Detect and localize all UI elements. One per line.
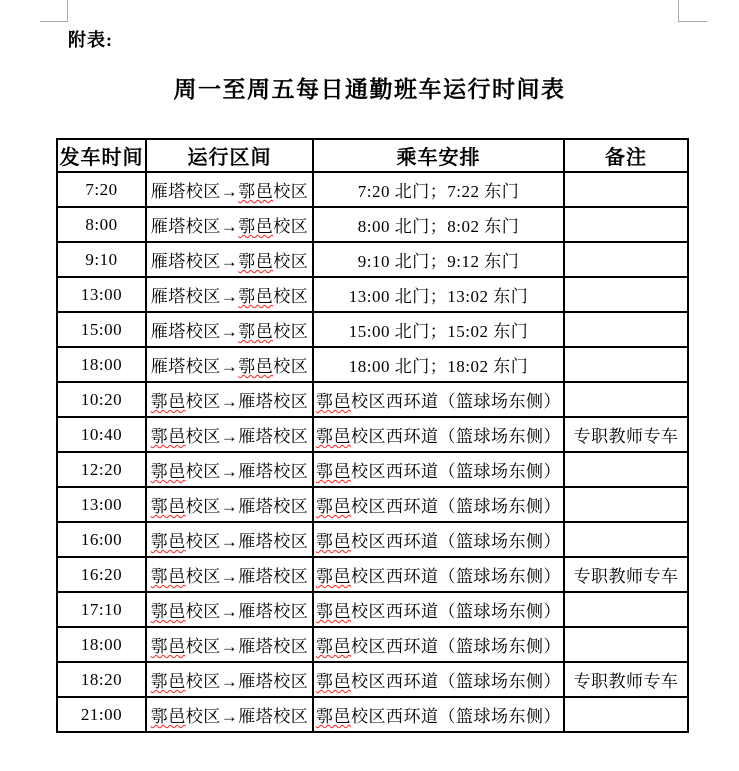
cell-departure-time: 12:20 (57, 452, 146, 487)
spellcheck-underline: 鄠邑 (238, 182, 274, 201)
table-row (57, 382, 688, 417)
cell-route: 雁塔校区→鄠邑校区 (146, 312, 313, 347)
cell-route: 鄠邑校区→雁塔校区 (146, 557, 313, 592)
cell-boarding: 鄠邑校区西环道（篮球场东侧） (313, 627, 564, 662)
cell-boarding: 鄠邑校区西环道（篮球场东侧） (313, 452, 564, 487)
spellcheck-underline: 鄠邑 (316, 602, 351, 621)
bus-schedule-table (56, 138, 689, 733)
table-row (57, 277, 688, 312)
spellcheck-underline: 鄠邑 (150, 462, 186, 481)
cell-departure-time: 15:00 (57, 312, 146, 347)
cell-remarks (564, 207, 688, 242)
cell-boarding: 鄠邑校区西环道（篮球场东侧） (313, 382, 564, 417)
spellcheck-underline: 鄠邑 (316, 567, 351, 586)
cell-boarding: 鄠邑校区西环道（篮球场东侧） (313, 522, 564, 557)
cell-route: 鄠邑校区→雁塔校区 (146, 452, 313, 487)
spellcheck-underline: 鄠邑 (150, 637, 186, 656)
spellcheck-underline: 鄠邑 (150, 532, 186, 551)
cell-boarding: 鄠邑校区西环道（篮球场东侧） (313, 662, 564, 697)
spellcheck-underline: 鄠邑 (238, 287, 274, 306)
spellcheck-underline: 鄠邑 (316, 672, 351, 691)
spellcheck-underline: 鄠邑 (316, 532, 351, 551)
cell-remarks (564, 522, 688, 557)
spellcheck-underline: 鄠邑 (150, 672, 186, 691)
cell-boarding: 8:00 北门；8:02 东门 (313, 207, 564, 242)
cell-route: 鄠邑校区→雁塔校区 (146, 662, 313, 697)
cell-departure-time: 17:10 (57, 592, 146, 627)
cell-remarks (564, 697, 688, 732)
cell-boarding: 13:00 北门；13:02 东门 (313, 277, 564, 312)
cell-route: 鄠邑校区→雁塔校区 (146, 697, 313, 732)
table-row (57, 627, 688, 662)
cell-route: 鄠邑校区→雁塔校区 (146, 382, 313, 417)
cell-boarding: 18:00 北门；18:02 东门 (313, 347, 564, 382)
header-boarding: 乘车安排 (313, 139, 564, 172)
table-row (57, 242, 688, 277)
spellcheck-underline: 鄠邑 (150, 497, 186, 516)
cell-remarks: 专职教师专车 (564, 417, 688, 452)
cell-departure-time: 18:20 (57, 662, 146, 697)
cell-boarding: 9:10 北门；9:12 东门 (313, 242, 564, 277)
cell-remarks (564, 487, 688, 522)
cell-route: 鄠邑校区→雁塔校区 (146, 522, 313, 557)
spellcheck-underline: 鄠邑 (238, 357, 274, 376)
cell-boarding: 鄠邑校区西环道（篮球场东侧） (313, 417, 564, 452)
table-row (57, 172, 688, 207)
cell-route: 雁塔校区→鄠邑校区 (146, 347, 313, 382)
cell-departure-time: 13:00 (57, 487, 146, 522)
spellcheck-underline: 鄠邑 (150, 392, 186, 411)
cell-remarks (564, 382, 688, 417)
cell-remarks (564, 347, 688, 382)
spellcheck-underline: 鄠邑 (238, 322, 274, 341)
cell-route: 鄠邑校区→雁塔校区 (146, 592, 313, 627)
spellcheck-underline: 鄠邑 (150, 602, 186, 621)
table-row (57, 452, 688, 487)
cell-remarks (564, 627, 688, 662)
spellcheck-underline: 鄠邑 (316, 427, 351, 446)
cell-remarks (564, 172, 688, 207)
page-margin-mark-top-right (678, 0, 707, 22)
spellcheck-underline: 鄠邑 (316, 707, 351, 726)
cell-remarks (564, 592, 688, 627)
cell-departure-time: 8:00 (57, 207, 146, 242)
cell-boarding: 鄠邑校区西环道（篮球场东侧） (313, 592, 564, 627)
table-row (57, 417, 688, 452)
cell-route: 鄠邑校区→雁塔校区 (146, 487, 313, 522)
spellcheck-underline: 鄠邑 (238, 217, 274, 236)
table-row (57, 347, 688, 382)
cell-route: 鄠邑校区→雁塔校区 (146, 627, 313, 662)
appendix-label: 附表: (68, 30, 113, 50)
header-route: 运行区间 (146, 139, 313, 172)
cell-route: 雁塔校区→鄠邑校区 (146, 207, 313, 242)
spellcheck-underline: 鄠邑 (316, 497, 351, 516)
table-row (57, 522, 688, 557)
cell-departure-time: 10:20 (57, 382, 146, 417)
table-header-row (57, 139, 688, 172)
cell-route: 鄠邑校区→雁塔校区 (146, 417, 313, 452)
cell-boarding: 鄠邑校区西环道（篮球场东侧） (313, 487, 564, 522)
cell-departure-time: 18:00 (57, 627, 146, 662)
spellcheck-underline: 鄠邑 (316, 462, 351, 481)
page-title: 周一至周五每日通勤班车运行时间表 (173, 77, 566, 102)
spellcheck-underline: 鄠邑 (316, 637, 351, 656)
cell-departure-time: 18:00 (57, 347, 146, 382)
table-body (57, 172, 688, 732)
table-row (57, 487, 688, 522)
table-row (57, 592, 688, 627)
page-margin-mark-top-left (40, 0, 68, 22)
spellcheck-underline: 鄠邑 (238, 252, 274, 271)
cell-remarks: 专职教师专车 (564, 662, 688, 697)
cell-remarks (564, 277, 688, 312)
table-row (57, 662, 688, 697)
cell-remarks (564, 242, 688, 277)
cell-route: 雁塔校区→鄠邑校区 (146, 172, 313, 207)
cell-departure-time: 21:00 (57, 697, 146, 732)
cell-departure-time: 9:10 (57, 242, 146, 277)
header-departure-time: 发车时间 (57, 139, 146, 172)
cell-departure-time: 16:00 (57, 522, 146, 557)
table-row (57, 697, 688, 732)
cell-remarks: 专职教师专车 (564, 557, 688, 592)
table-row (57, 312, 688, 347)
cell-departure-time: 10:40 (57, 417, 146, 452)
cell-departure-time: 7:20 (57, 172, 146, 207)
cell-boarding: 鄠邑校区西环道（篮球场东侧） (313, 557, 564, 592)
cell-departure-time: 13:00 (57, 277, 146, 312)
spellcheck-underline: 鄠邑 (150, 707, 186, 726)
table-row (57, 207, 688, 242)
spellcheck-underline: 鄠邑 (316, 392, 351, 411)
cell-remarks (564, 452, 688, 487)
header-remarks: 备注 (564, 139, 688, 172)
cell-boarding: 鄠邑校区西环道（篮球场东侧） (313, 697, 564, 732)
cell-remarks (564, 312, 688, 347)
cell-boarding: 15:00 北门；15:02 东门 (313, 312, 564, 347)
cell-departure-time: 16:20 (57, 557, 146, 592)
table-row (57, 557, 688, 592)
spellcheck-underline: 鄠邑 (150, 427, 186, 446)
cell-route: 雁塔校区→鄠邑校区 (146, 242, 313, 277)
spellcheck-underline: 鄠邑 (150, 567, 186, 586)
cell-boarding: 7:20 北门；7:22 东门 (313, 172, 564, 207)
cell-route: 雁塔校区→鄠邑校区 (146, 277, 313, 312)
